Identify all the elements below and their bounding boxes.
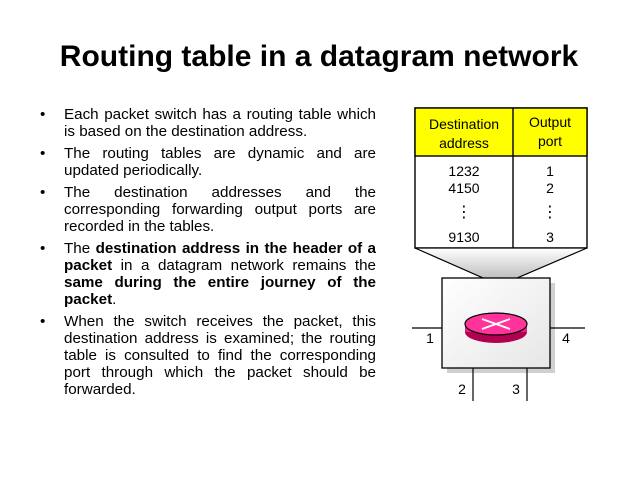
bullet-text: The: [64, 240, 96, 257]
row-3-destination: 9130: [448, 229, 480, 245]
row-ellipsis-port: ⋮: [542, 204, 558, 221]
routing-table: [415, 108, 587, 248]
row-1-destination: 1232: [448, 163, 480, 179]
routing-diagram: [400, 106, 600, 406]
port-2-label: 2: [458, 381, 466, 397]
row-2-destination: 4150: [448, 180, 480, 196]
header-destination-line1: Destination: [428, 116, 500, 132]
row-ellipsis-destination: ⋮: [456, 204, 472, 221]
bullet-item-1: [40, 106, 376, 140]
bullet-item-5: [40, 313, 376, 398]
port-3-label: 3: [512, 381, 520, 397]
bullet-dot: •: [40, 145, 46, 162]
bullet-text: The routing tables are dynamic and are updated periodically.: [64, 145, 376, 179]
slide-title: Routing table in a datagram network: [59, 40, 579, 73]
header-destination-line2: address: [439, 135, 489, 151]
bullet-item-2: [40, 145, 376, 179]
row-2-port: 2: [546, 180, 554, 196]
row-1-port: 1: [546, 163, 554, 179]
bullet-text: Each packet switch has a routing table which is based on the destination address.: [64, 106, 376, 140]
bullet-dot: •: [40, 313, 46, 330]
bullet-dot: •: [40, 184, 46, 201]
bullet-text: in a datagram network remains the: [112, 257, 376, 274]
packet-switch: [442, 278, 555, 373]
bullet-text-bold: destination address in the header of a packet: [64, 240, 377, 274]
bullet-item-3: [40, 184, 376, 235]
bullet-text-bold: same during the entire journey of the packet: [64, 274, 376, 308]
header-output-line1: Output: [528, 114, 572, 130]
row-3-port: 3: [546, 229, 554, 245]
table-funnel: [415, 248, 587, 281]
bullet-text: .: [112, 291, 117, 308]
bullet-dot: •: [40, 240, 46, 257]
header-output-line2: port: [537, 133, 563, 149]
bullet-text: When the switch receives the packet, this destination address is examined; the routing table is consulted to find the corresponding port through which the packet should be forwarded.: [64, 313, 376, 398]
port-1-label: 1: [426, 330, 434, 346]
port-4-label: 4: [562, 330, 570, 346]
bullet-text: The destination addresses and the corresponding forwarding output ports are recorded in the tables.: [64, 184, 376, 235]
bullet-item-4: [40, 240, 376, 308]
bullet-dot: •: [40, 106, 46, 123]
bullet-list: [40, 106, 376, 403]
